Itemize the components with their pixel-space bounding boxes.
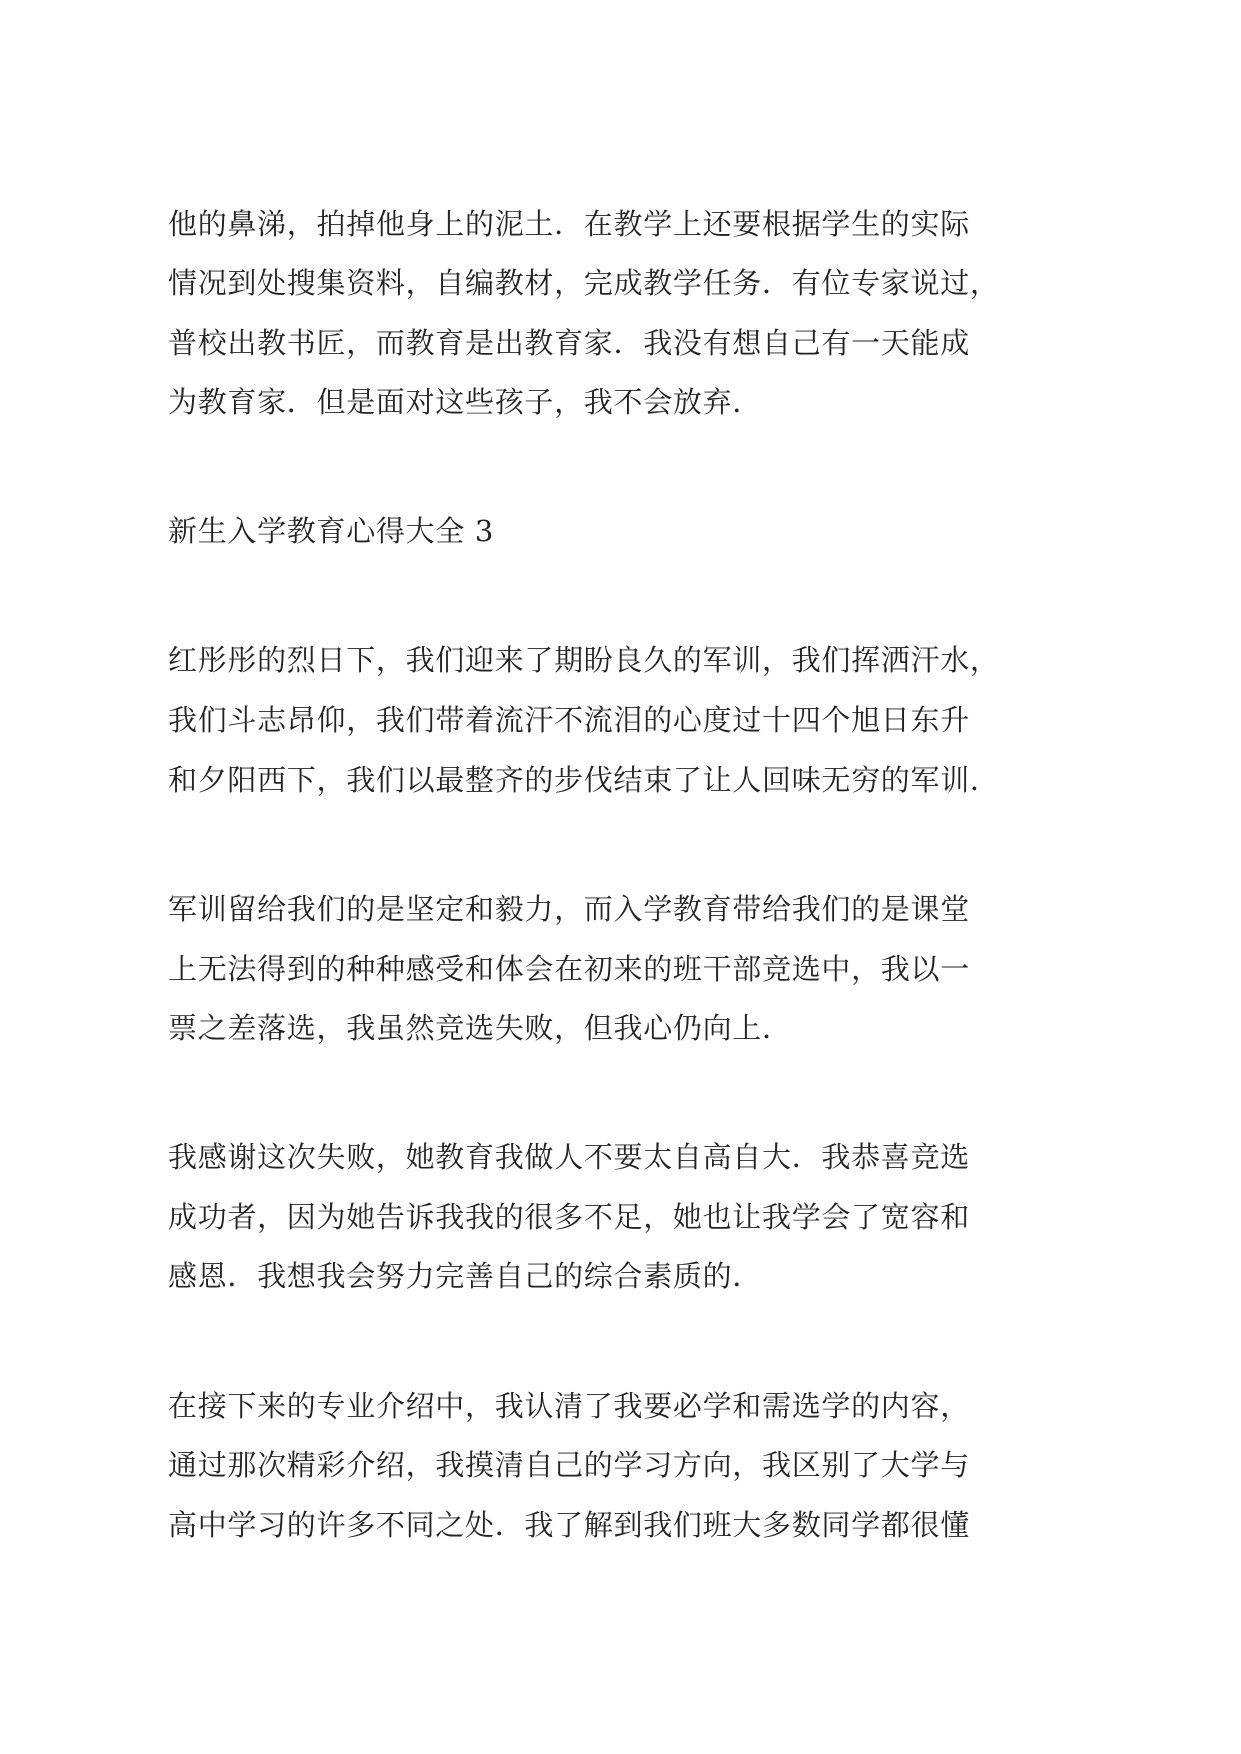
- text-line: 通过那次精彩介绍，我摸清自己的学习方向，我区别了大学与: [168, 1448, 970, 1482]
- text-line: 情况到处搜集资料，自编教材，完成教学任务．有位专家说过，: [168, 266, 1000, 300]
- text-line: 上无法得到的种种感受和体会在初来的班干部竞选中，我以一: [168, 952, 970, 986]
- text-line: 成功者，因为她告诉我我的很多不足，她也让我学会了宽容和: [168, 1200, 970, 1234]
- text-line: 他的鼻涕，拍掉他身上的泥土．在教学上还要根据学生的实际: [168, 207, 970, 241]
- text-line: 普校出教书匠，而教育是出教育家．我没有想自己有一天能成: [168, 326, 970, 360]
- text-line: 在接下来的专业介绍中，我认清了我要必学和需选学的内容，: [168, 1389, 970, 1423]
- text-line: 和夕阳西下，我们以最整齐的步伐结束了让人回味无穷的军训．: [168, 763, 1000, 797]
- section-heading: 新生入学教育心得大全 3: [168, 514, 495, 548]
- text-line: 票之差落选，我虽然竞选失败，但我心仍向上．: [168, 1011, 792, 1045]
- text-line: 我们斗志昂仰，我们带着流汗不流泪的心度过十四个旭日东升: [168, 703, 970, 737]
- text-line: 高中学习的许多不同之处．我了解到我们班大多数同学都很懂: [168, 1508, 970, 1542]
- text-line: 感恩．我想我会努力完善自己的综合素质的．: [168, 1259, 763, 1293]
- text-line: 军训留给我们的是坚定和毅力，而入学教育带给我们的是课堂: [168, 892, 970, 926]
- text-line: 红彤彤的烈日下，我们迎来了期盼良久的军训，我们挥洒汗水，: [168, 643, 1000, 677]
- text-line: 我感谢这次失败，她教育我做人不要太自高自大．我恭喜竞选: [168, 1140, 970, 1174]
- text-line: 为教育家．但是面对这些孩子，我不会放弃．: [168, 385, 763, 419]
